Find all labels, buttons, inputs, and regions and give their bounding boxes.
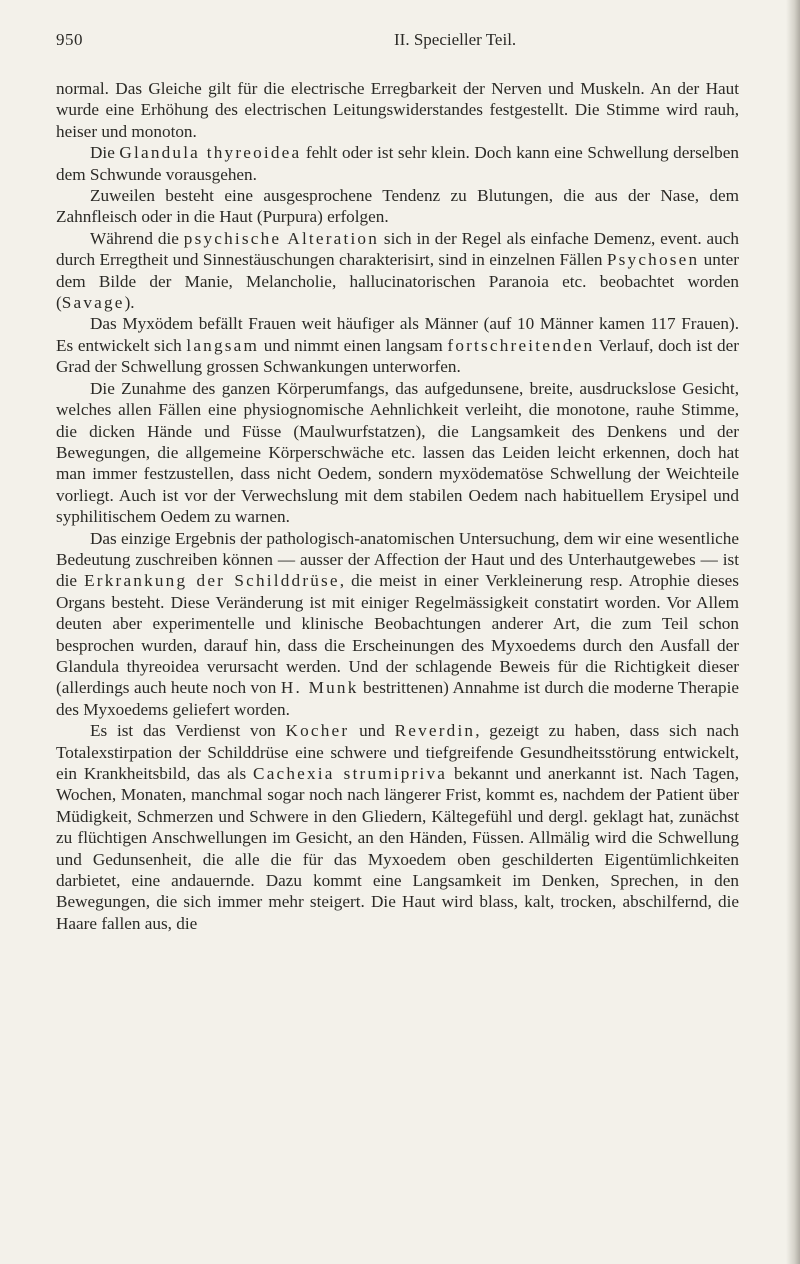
body-text [56, 78, 739, 934]
text-run: , gezeigt zu haben, dass sich nach Totalexstirpation der Schilddrüse eine schwere und tiefgreifende Gesundheitsstörung entwickelt, ein Krankheitsbild, das als [56, 721, 740, 783]
text-run: , die meist in einer Verkleinerung resp. Atrophie dieses Organs besteht. Diese Veränderung ist mit einiger Regelmässigkeit constatirt worden. Vor Allem deuten aber experimentelle und klinische Beobachtungen anderer Art, die zum Teil schon besprochen wurden, darauf hin, dass die Erscheinungen des Myxoedems durch den Ausfall der Glandula thyreoidea verursacht werden. Und der schlagende Beweis für die Richtigkeit dieser (allerdings auch heute noch von [56, 571, 739, 698]
text-run: Die Zunahme des ganzen Körperumfangs, das aufgedunsene, breite, ausdruckslose Gesicht, welches allen Fällen eine physiognomische Aehnlichkeit verleiht, die monotone, rauhe Stimme, die dicken Hände und Füsse (Maulwurfstatzen), die Langsamkeit des Denkens und der Bewegungen, die allgemeine Körperschwäche etc. lassen das Leiden leicht erkennen, doch hat man immer festzustellen, dass nicht Oedem, sondern myxödematöse Schwellung der Weichteile vorliegt. Auch ist vor der Verwechslung mit dem stabilen Oedem nach habituellem Erysipel und syphilitischem Oedem zu warnen. [56, 378, 739, 527]
page-edge-shadow [786, 0, 800, 1264]
text-run: Verlauf, doch ist der Grad der Schwellung grossen Schwankungen unterworfen. [56, 335, 739, 377]
text-run: Es ist das Verdienst von [90, 721, 286, 741]
text-run: bestrittenen) Annahme ist durch die moderne Therapie des Myxoedems geliefert worden. [56, 678, 739, 719]
text-run: Während die [90, 228, 184, 248]
text-run: Das Myxödem befällt Frauen weit häufiger als Männer (auf 10 Männer kamen 117 Frauen). Es entwickelt sich [56, 314, 739, 355]
text-run: und [349, 721, 395, 741]
paragraph-8 [56, 720, 739, 934]
emphasized-text: Psychosen [606, 250, 700, 270]
emphasized-text: Kocher [285, 721, 350, 741]
page-number: 950 [56, 30, 83, 49]
text-run: fehlt oder ist sehr klein. Doch kann eine Schwellung derselben dem Schwunde vorausgehen. [56, 143, 739, 184]
text-run: normal. Das Gleiche gilt für die electrische Erregbarkeit der Nerven und Muskeln. An der Haut wurde eine Erhöhung des electrischen Leitungswiderstandes festgestellt. Die Stimme wird rauh, heiser und monoton. [56, 79, 739, 141]
paragraph-2 [56, 142, 739, 185]
text-run: unter dem Bilde der Manie, Melancholie, hallucinatorischen Paranoia etc. beobachtet worden ( [56, 250, 739, 313]
emphasized-text: langsam [186, 335, 260, 355]
running-head: II. Specieller Teil. [394, 30, 517, 49]
emphasized-text: H. Munk [280, 678, 359, 698]
text-run: Die [90, 143, 120, 163]
text-run: ). [124, 293, 135, 313]
paragraph-4 [56, 228, 739, 314]
emphasized-text: Reverdin [394, 721, 476, 741]
paragraph-5 [56, 313, 739, 377]
emphasized-text: Cachexia strumipriva [253, 764, 448, 783]
paragraph-3 [56, 185, 739, 228]
text-run: bekannt und anerkannt ist. Nach Tagen, Wochen, Monaten, manchmal sogar noch nach längerer Frist, kommt es, nachdem der Patient über Müdigkeit, Schmerzen und Schwere in den Gliedern, Kältegefühl und dergl. geklagt hat, zunächst zu flüchtigen Anschwellungen im Gesicht, an den Händen, Füssen. Allmälig wird die Schwellung und Gedunsenheit, die alle die für das Myxoedem oben geschilderten Eigentümlichkeiten darbietet, eine andauernde. Dazu kommt eine Langsamkeit im Denken, Sprechen, in den Bewegungen, die sich immer mehr steigert. Die Haut wird blass, kalt, trocken, abschilfernd, die Haare fallen aus, die [56, 764, 740, 933]
emphasized-text: Glandula thyreoidea [119, 143, 302, 163]
text-run: sich in der Regel als einfache Demenz, event. auch durch Erregtheit und Sinnestäuschungen charakterisirt, sind in einzelnen Fällen [56, 228, 739, 270]
text-run: Zuweilen besteht eine ausgesprochene Tendenz zu Blutungen, die aus der Nase, dem Zahnfleisch oder in die Haut (Purpura) erfolgen. [56, 186, 739, 227]
emphasized-text: fortschreitenden [447, 335, 595, 355]
emphasized-text: psychische Alteration [183, 228, 380, 248]
emphasized-text: Erkrankung der Schilddrüse [84, 571, 340, 591]
emphasized-text: Savage [61, 293, 125, 313]
paragraph-6 [56, 378, 739, 528]
text-run: Das einzige Ergebnis der pathologisch-anatomischen Untersuchung, dem wir eine wesentliche Bedeutung zuschreiben können — ausser der Affection der Haut und des Unterhautgewebes — ist die [56, 528, 739, 591]
paragraph-1 [56, 78, 739, 142]
text-run: und nimmt einen langsam [259, 335, 448, 355]
paragraph-7 [56, 528, 739, 721]
page-header [56, 30, 756, 56]
